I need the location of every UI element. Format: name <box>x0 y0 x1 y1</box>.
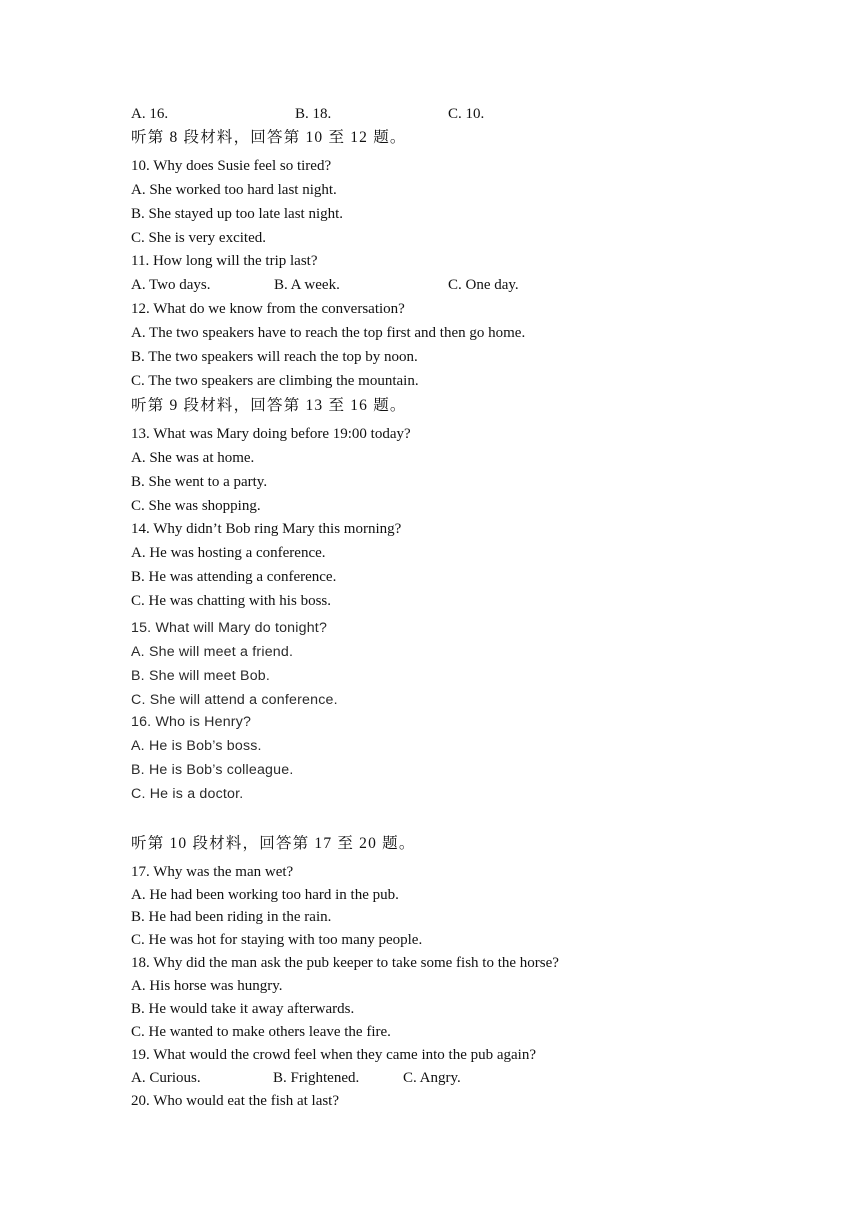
q16-option-a: A. He is Bob’s boss. <box>131 738 262 754</box>
q13-option-a: A. She was at home. <box>131 450 255 466</box>
q10-option-b: B. She stayed up too late last night. <box>131 206 344 222</box>
q14-option-c: C. He was chatting with his boss. <box>131 593 331 609</box>
q11-option-b: B. A week. <box>274 277 340 293</box>
question-15: 15. What will Mary do tonight? <box>131 620 328 636</box>
q10-option-a: A. She worked too hard last night. <box>131 182 337 198</box>
section-10-heading: 听第 10 段材料，回答第 17 至 20 题。 <box>131 835 416 852</box>
q12-option-c: C. The two speakers are climbing the mountain. <box>131 373 419 389</box>
q18-option-b: B. He would take it away afterwards. <box>131 1001 355 1017</box>
question-13: 13. What was Mary doing before 19:00 today? <box>131 426 411 442</box>
q19-option-b: B. Frightened. <box>273 1070 360 1086</box>
question-18: 18. Why did the man ask the pub keeper to take some fish to the horse? <box>131 955 559 971</box>
q19-option-a: A. Curious. <box>131 1070 201 1086</box>
question-20: 20. Who would eat the fish at last? <box>131 1093 340 1109</box>
q15-option-a: A. She will meet a friend. <box>131 644 294 660</box>
q9-option-b: B. 18. <box>295 106 332 122</box>
question-16: 16. Who is Henry? <box>131 714 252 730</box>
q13-option-c: C. She was shopping. <box>131 498 261 514</box>
question-10: 10. Why does Susie feel so tired? <box>131 158 332 174</box>
question-12: 12. What do we know from the conversation? <box>131 301 405 317</box>
q10-option-c: C. She is very excited. <box>131 230 266 246</box>
section-8-heading: 听第 8 段材料，回答第 10 至 12 题。 <box>131 129 407 146</box>
section-9-heading: 听第 9 段材料，回答第 13 至 16 题。 <box>131 397 407 414</box>
q13-option-b: B. She went to a party. <box>131 474 268 490</box>
q11-option-a: A. Two days. <box>131 277 211 293</box>
q17-option-b: B. He had been riding in the rain. <box>131 909 332 925</box>
q18-option-c: C. He wanted to make others leave the fire. <box>131 1024 391 1040</box>
q15-option-b: B. She will meet Bob. <box>131 668 271 684</box>
q19-option-c: C. Angry. <box>403 1070 461 1086</box>
q12-option-a: A. The two speakers have to reach the top first and then go home. <box>131 325 526 341</box>
q14-option-a: A. He was hosting a conference. <box>131 545 326 561</box>
q12-option-b: B. The two speakers will reach the top by noon. <box>131 349 418 365</box>
q17-option-a: A. He had been working too hard in the pub. <box>131 887 399 903</box>
q9-option-c: C. 10. <box>448 106 485 122</box>
question-19: 19. What would the crowd feel when they came into the pub again? <box>131 1047 537 1063</box>
q14-option-b: B. He was attending a conference. <box>131 569 337 585</box>
question-17: 17. Why was the man wet? <box>131 864 294 880</box>
question-11: 11. How long will the trip last? <box>131 253 318 269</box>
q17-option-c: C. He was hot for staying with too many people. <box>131 932 423 948</box>
question-14: 14. Why didn’t Bob ring Mary this morning? <box>131 521 402 537</box>
q15-option-c: C. She will attend a conference. <box>131 692 338 708</box>
q16-option-b: B. He is Bob’s colleague. <box>131 762 294 778</box>
q18-option-a: A. His horse was hungry. <box>131 978 283 994</box>
q11-option-c: C. One day. <box>448 277 519 293</box>
q9-option-a: A. 16. <box>131 106 169 122</box>
q16-option-c: C. He is a doctor. <box>131 786 244 802</box>
